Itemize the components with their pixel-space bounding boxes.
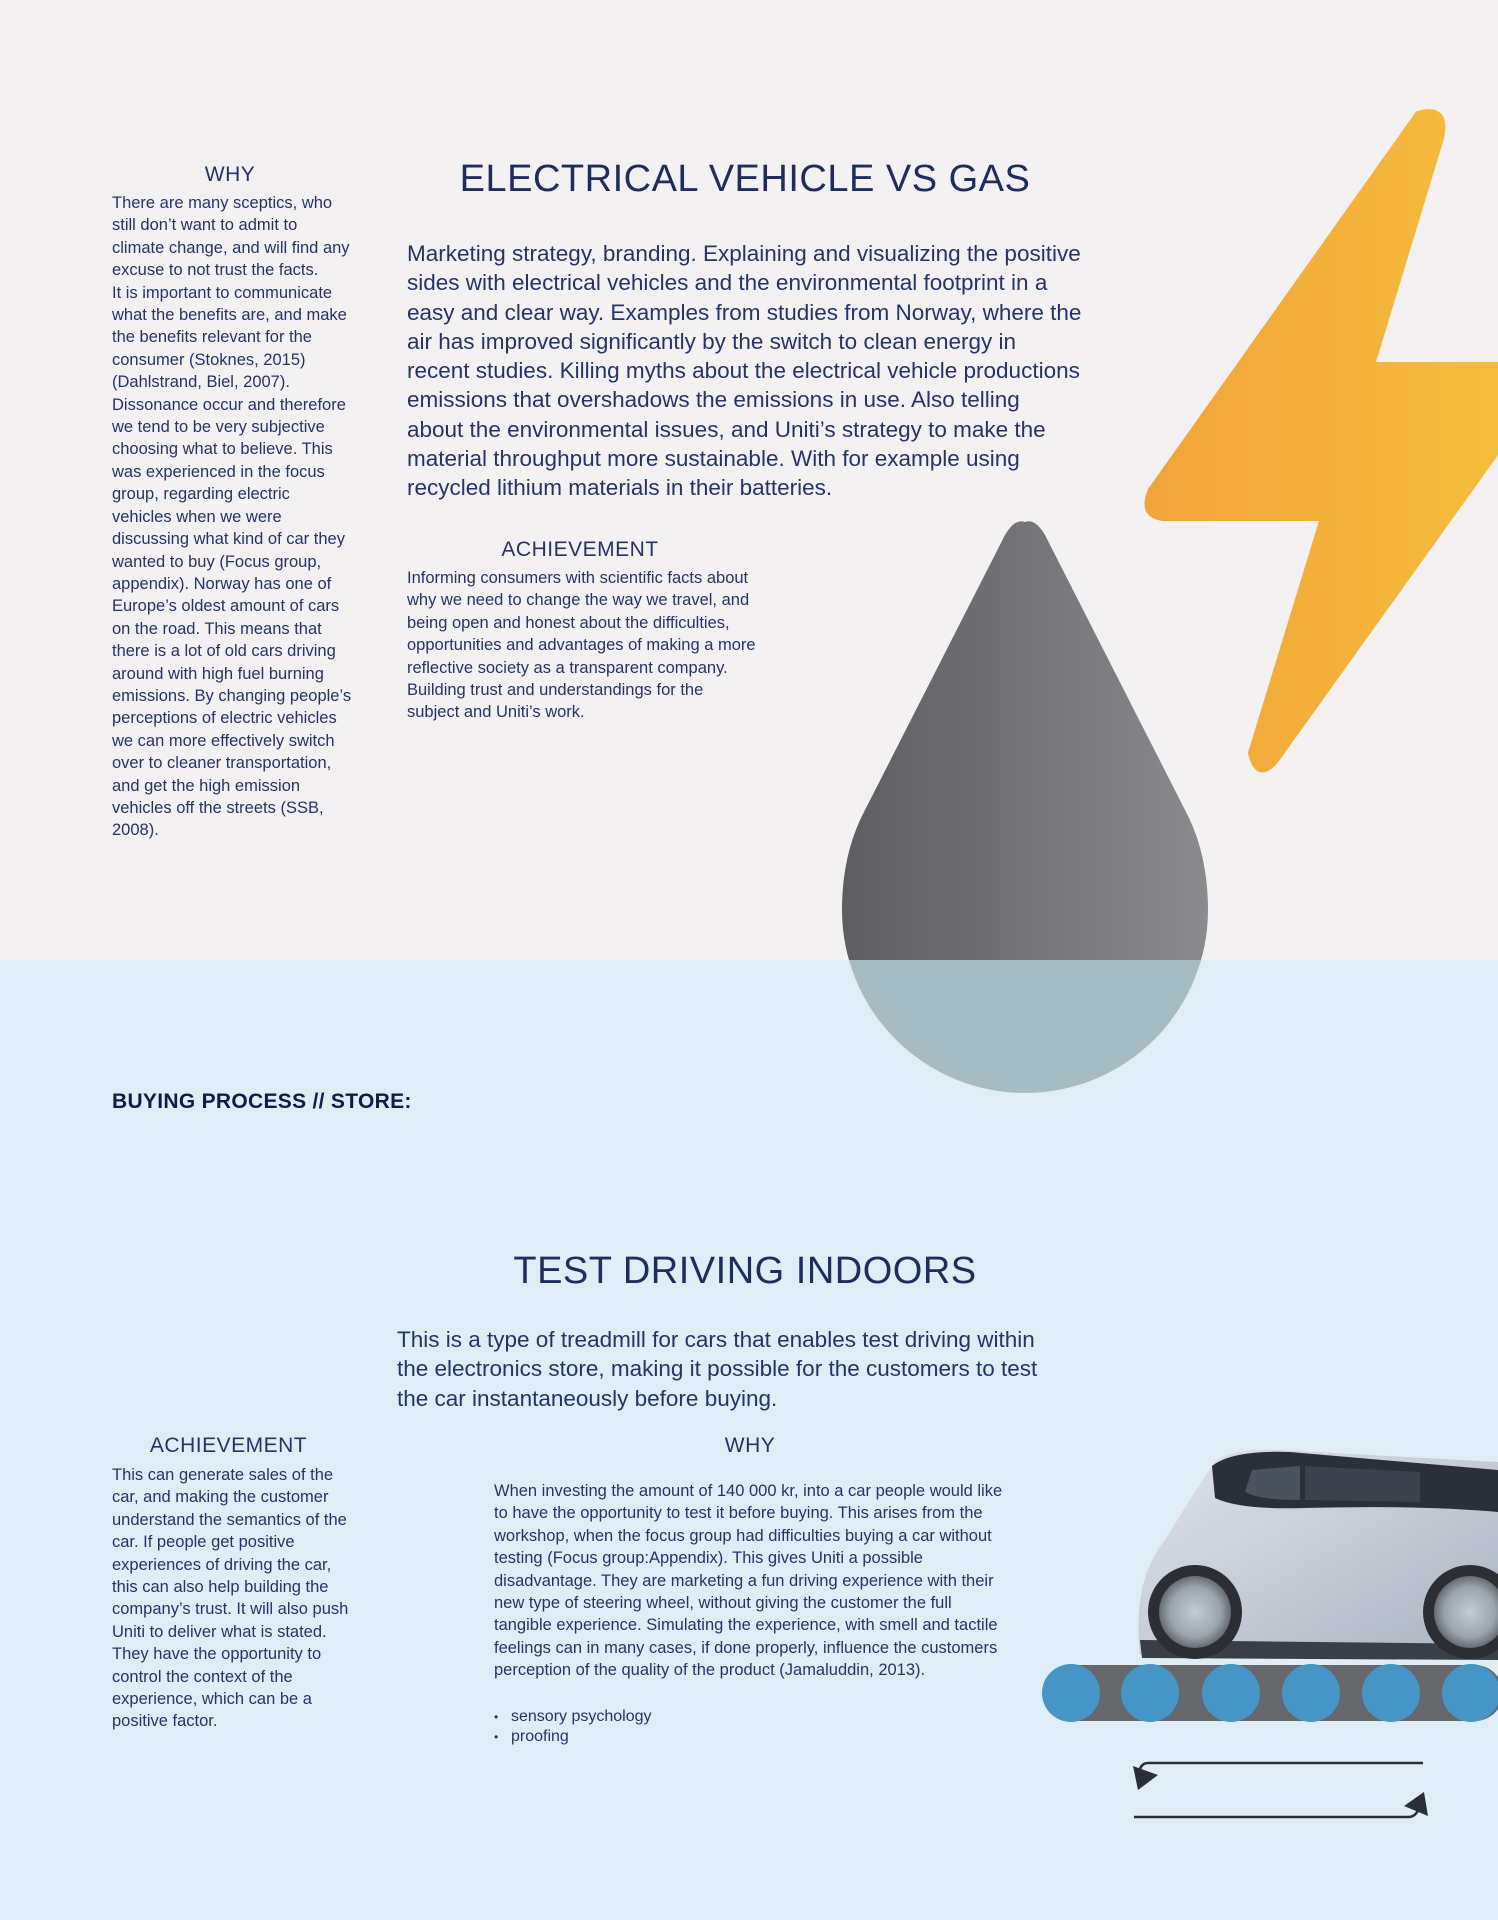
why-heading: WHY	[724, 1434, 776, 1457]
section-title: TEST DRIVING INDOORS	[513, 1250, 977, 1292]
achievement-text: This can generate sales of the car, and making the customer understand the semantics of the car. If people get positive experiences of driving the car, this can also help building the company’s trust. It will also push Uniti to deliver what is stated. They have the opportunity to control the context of the experience, which can be a positive factor.	[112, 1466, 349, 1731]
why-heading: WHY	[204, 163, 256, 186]
treadmill-belt	[1040, 1656, 1498, 1730]
section-lead: This is a type of treadmill for cars that enables test driving within the electronics store, making it possible for the customers to test the car instantaneously before buying.	[397, 1327, 1038, 1411]
why-text: When investing the amount of 140 000 kr, into a car people would like to have the opportunity to test it before buying. This arises from the workshop, when the focus group had difficulties buying a car without testing (Focus group:Appendix). This gives Uniti a possible disadvantage. They are marketing a fun driving experience with their new type of steering wheel, without giving the customer the full tangible experience. Simulating the experience, with smell and tactile feelings can in many cases, if done properly, influence the customers perception of the quality of the product (Jamaluddin, 2013).	[494, 1482, 1003, 1680]
achievement-heading: ACHIEVEMENT	[149, 1434, 308, 1457]
section-label: BUYING PROCESS // STORE:	[112, 1090, 412, 1113]
loop-arrow-icon	[1130, 1750, 1430, 1822]
lead-paragraph: Marketing strategy, branding. Explaining and visualizing the positive sides with electrical vehicles and the environmental footprint in a easy and clear way. Examples from studies from Norway, where the air has improved significantly by the switch to clean energy in recent studies. Killing myths about the electrical vehicle productions emissions that overshadows the emissions in use. Also telling about the environmental issues, and Uniti’s strategy to make the material throughput more sustainable. With for example using recycled lithium materials in their batteries.	[407, 241, 1082, 501]
car-image	[1130, 1440, 1498, 1665]
water-drop-icon	[840, 518, 1210, 1096]
list-item: • proofing	[494, 1727, 794, 1747]
why-text: There are many sceptics, who still don’t want to admit to climate change, and will find any excuse to not trust the facts. It is important to communicate what the benefits are, and make the benefits relevant for the consumer (Stoknes, 2015) (Dahlstrand, Biel, 2007). Dissonance occur and therefore we tend to be very subjective choosing what to believe. This was experienced in the focus group, regarding electric vehicles when we were discussing what kind of car they wanted to buy (Focus group, appendix). Norway has one of Europe’s oldest amount of cars on the road. This means that there is a lot of old cars driving around with high fuel burning emissions. By changing people’s perceptions of electric vehicles we can more effectively switch over to cleaner transportation, and get the high emission vehicles off the streets (SSB, 2008).	[112, 194, 352, 840]
achievement-text: Informing consumers with scientific facts about why we need to change the way we travel, and being open and honest about the difficulties, opportunities and advantages of making a more reflective society as a transparent company. Building trust and understandings for the subject and Uniti’s work.	[407, 569, 756, 722]
achievement-heading: ACHIEVEMENT	[501, 538, 659, 561]
page-title: ELECTRICAL VEHICLE VS GAS	[459, 158, 1031, 200]
bullet-list	[494, 1707, 794, 1747]
list-item: • sensory psychology	[494, 1707, 794, 1727]
